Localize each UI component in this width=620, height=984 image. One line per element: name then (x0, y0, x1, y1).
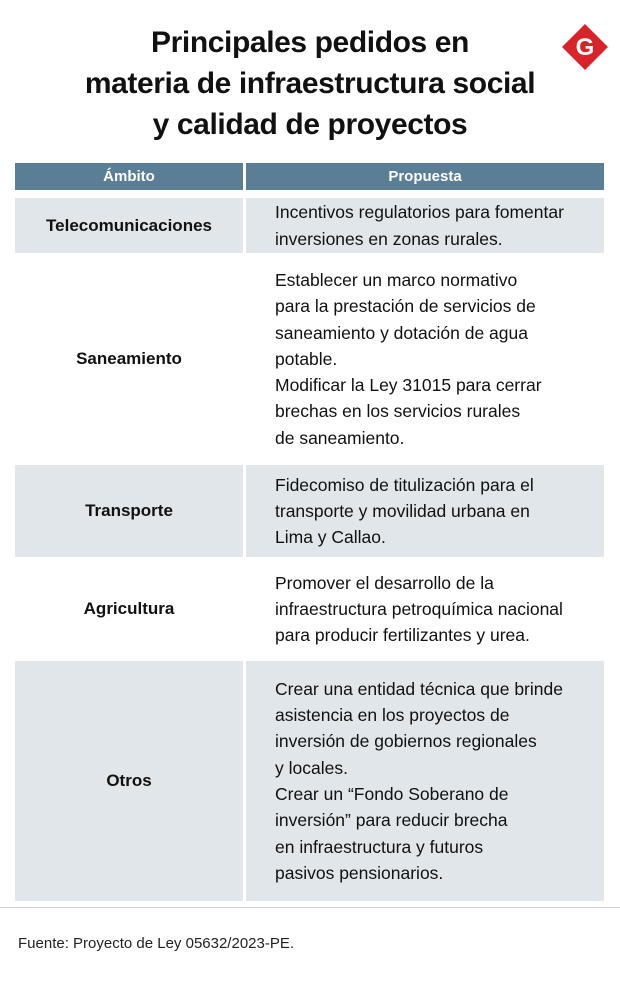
propuesta-line: inversión de gobiernos regionales (275, 731, 537, 752)
propuesta-line: de saneamiento. (275, 427, 405, 448)
row-propuesta (246, 261, 604, 457)
propuesta-line: infraestructura petroquímica nacional (275, 598, 563, 619)
propuesta-line: Establecer un marco normativo (275, 269, 518, 290)
propuesta-line: Crear una entidad técnica que brinde (275, 678, 563, 699)
title-line-2: materia de infraestructura social (84, 67, 536, 100)
row-ambito: Saneamiento (76, 349, 182, 368)
propuesta-line: brechas en los servicios rurales (275, 401, 521, 422)
header-ambito: Ámbito (15, 163, 243, 190)
propuesta-line: transporte y movilidad urbana en (275, 500, 530, 521)
row-ambito: Telecomunicaciones (15, 198, 243, 253)
propuesta-line: para la prestación de servicios de (275, 296, 536, 317)
propuesta-line: potable. (275, 348, 338, 369)
propuesta-line: Crear un “Fondo Soberano de (275, 784, 509, 804)
row-propuesta (246, 661, 604, 901)
propuesta-line: Fidecomiso de titulización para el (275, 474, 534, 495)
table-row (15, 565, 604, 653)
propuesta-line: inversiones en zonas rurales. (275, 228, 503, 249)
propuesta-line: para producir fertilizantes y urea. (275, 625, 530, 646)
gestion-logo-icon (560, 22, 610, 72)
row-propuesta (246, 198, 604, 253)
propuesta-line: Lima y Callao. (275, 527, 386, 548)
title-line-3: y calidad de proyectos (152, 108, 468, 141)
source-note: Fuente: Proyecto de Ley 05632/2023-PE. (18, 935, 295, 952)
propuesta-line: y locales. (275, 757, 348, 778)
table-row (15, 198, 604, 253)
proposals-table (15, 163, 604, 901)
propuesta-line: pasivos pensionarios. (275, 862, 444, 883)
row-ambito: Otros (15, 661, 243, 901)
propuesta-line: Modificar la Ley 31015 para cerrar (275, 375, 542, 396)
propuesta-line: asistencia en los proyectos de (275, 705, 510, 726)
logo-letter: G (575, 34, 595, 61)
title-line-1: Principales pedidos en (151, 26, 469, 59)
footer-divider (0, 907, 620, 908)
propuesta-line: en infraestructura y futuros (275, 836, 484, 857)
header-propuesta: Propuesta (246, 163, 604, 190)
propuesta-line: Promover el desarrollo de la (275, 572, 494, 593)
table-header (15, 163, 604, 190)
table-row (15, 661, 604, 901)
row-ambito: Agricultura (83, 599, 175, 618)
propuesta-line: Incentivos regulatorios para fomentar (275, 202, 564, 223)
propuesta-line: inversión” para reducir brecha (275, 810, 508, 831)
table-row (15, 261, 604, 457)
page-title (20, 22, 600, 145)
row-propuesta (246, 565, 604, 653)
row-ambito: Transporte (15, 465, 243, 557)
row-propuesta (246, 465, 604, 557)
table-row (15, 465, 604, 557)
propuesta-line: saneamiento y dotación de agua (275, 322, 528, 343)
